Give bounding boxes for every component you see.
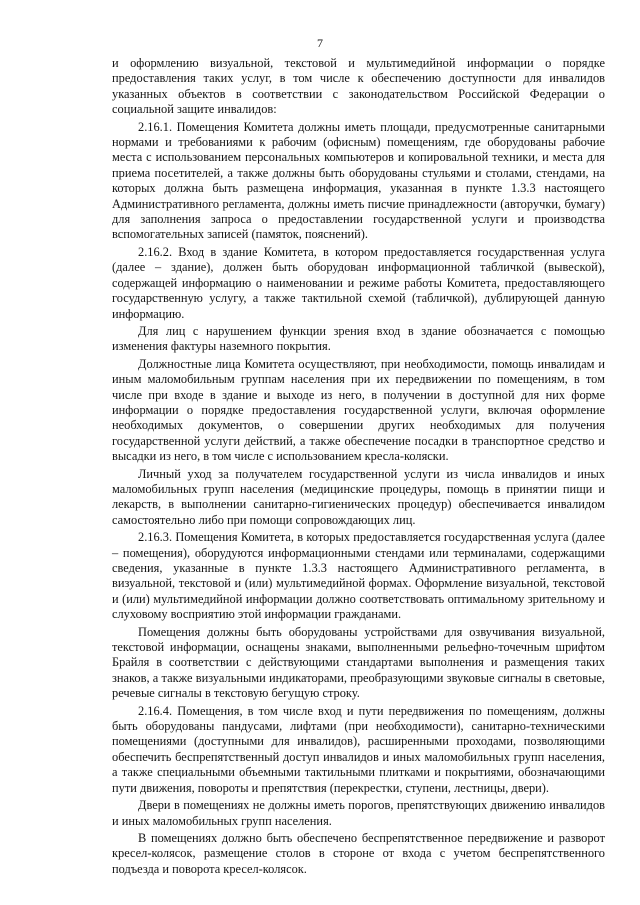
paragraph-personal-care: Личный уход за получателем государственной услуги из числа инвалидов и иных маломобильных групп населения (медицинские процедуры, помощь в принятии пищи и лекарств, в выполнении санитарно-гигиенических процедур) обеспечивается инвалидом самостоятельно либо при помощи сопровождающих лиц. [112, 466, 605, 527]
paragraph-2-16-2: 2.16.2. Вход в здание Комитета, в котором предоставляется государственная услуга (далее – здание), должен быть оборудован информационной табличкой (вывеской), содержащей информацию о наименовании и режиме работы Комитета, предоставляющего государственную услугу, а также тактильной схемой (табличкой), дублирующей данную информацию. [112, 244, 605, 321]
paragraph-2-16-1: 2.16.1. Помещения Комитета должны иметь площади, предусмотренные санитарными нормами и требованиями к рабочим (офисным) помещениям, где оборудованы рабочие места с использованием персональных компьютеров и копировальной техники, и места для приема посетителей, а также должны быть оборудованы стульями и столами, стендами, на которых должна быть размещена информация, указанная в пункте 1.3.3 настоящего Административного регламента, должны иметь писчие принадлежности (авторучки, бумагу) для заполнения запроса о предоставлении государственной услуги и производства вспомогательных записей (памяток, пояснений). [112, 119, 605, 242]
paragraph-staff-assistance: Должностные лица Комитета осуществляют, при необходимости, помощь инвалидам и иным маломобильным группам населения при их передвижении по помещениям, в том числе при входе в здание и выходе из него, в получении в доступной для них форме информации о порядке предоставления государственной услуги, включая оформление необходимых документов, о совершении других необходимых для получения государственной услуги действий, а также обеспечение посадки в транспортное средство и высадки из него, в том числе с использованием кресла-коляски. [112, 356, 605, 464]
paragraph-2-16-4: 2.16.4. Помещения, в том числе вход и пути передвижения по помещениям, должны быть оборудованы пандусами, лифтами (при необходимости), санитарно-техническими помещениями (доступными для инвалидов), расширенными проходами, позволяющими обеспечить беспрепятственный доступ инвалидов и иных маломобильных групп населения, а также специальными объемными тактильными плитками и покрытиями, обозначающими пути движения, повороты и препятствия (перекрестки, ступени, лестницы, двери). [112, 703, 605, 795]
document-body [112, 56, 605, 879]
paragraph-continuation: и оформлению визуальной, текстовой и мультимедийной информации о порядке предоставления таких услуг, в том числе к обеспечению доступности для инвалидов указанных объектов в соответствии с законодательством Российской Федерации о социальной защите инвалидов: [112, 56, 605, 117]
paragraph-2-16-3: 2.16.3. Помещения Комитета, в которых предоставляется государственная услуга (далее – помещения), оборудуются информационными стендами или терминалами, содержащими сведения, указанные в пункте 1.3.3 настоящего Административного регламента, в визуальной, текстовой и (или) мультимедийной формах. Оформление визуальной, текстовой и (или) мультимедийной информации должно соответствовать оптимальному зрительному и слуховому восприятию этой информации гражданами. [112, 530, 605, 622]
paragraph-doors: Двери в помещениях не должны иметь порогов, препятствующих движению инвалидов и иных маломобильных групп населения. [112, 798, 605, 828]
paragraph-wheelchairs: В помещениях должно быть обеспечено беспрепятственное передвижение и разворот кресел-колясок, размещение столов в стороне от входа с учетом беспрепятственного подъезда и поворота кресел-колясок. [112, 830, 605, 876]
paragraph-equipment: Помещения должны быть оборудованы устройствами для озвучивания визуальной, текстовой информации, оснащены знаками, выполненными рельефно-точечным шрифтом Брайля в соответствии с действующими стандартами выполнения и размещения таких знаков, а также визуальными индикаторами, преобразующими звуковые сигналы в световые, речевые сигналы в текстовую бегущую строку. [112, 624, 605, 701]
page-number: 7 [317, 36, 323, 50]
paragraph-vision-entrance: Для лиц с нарушением функции зрения вход в здание обозначается с помощью изменения фактуры наземного покрытия. [112, 323, 605, 354]
